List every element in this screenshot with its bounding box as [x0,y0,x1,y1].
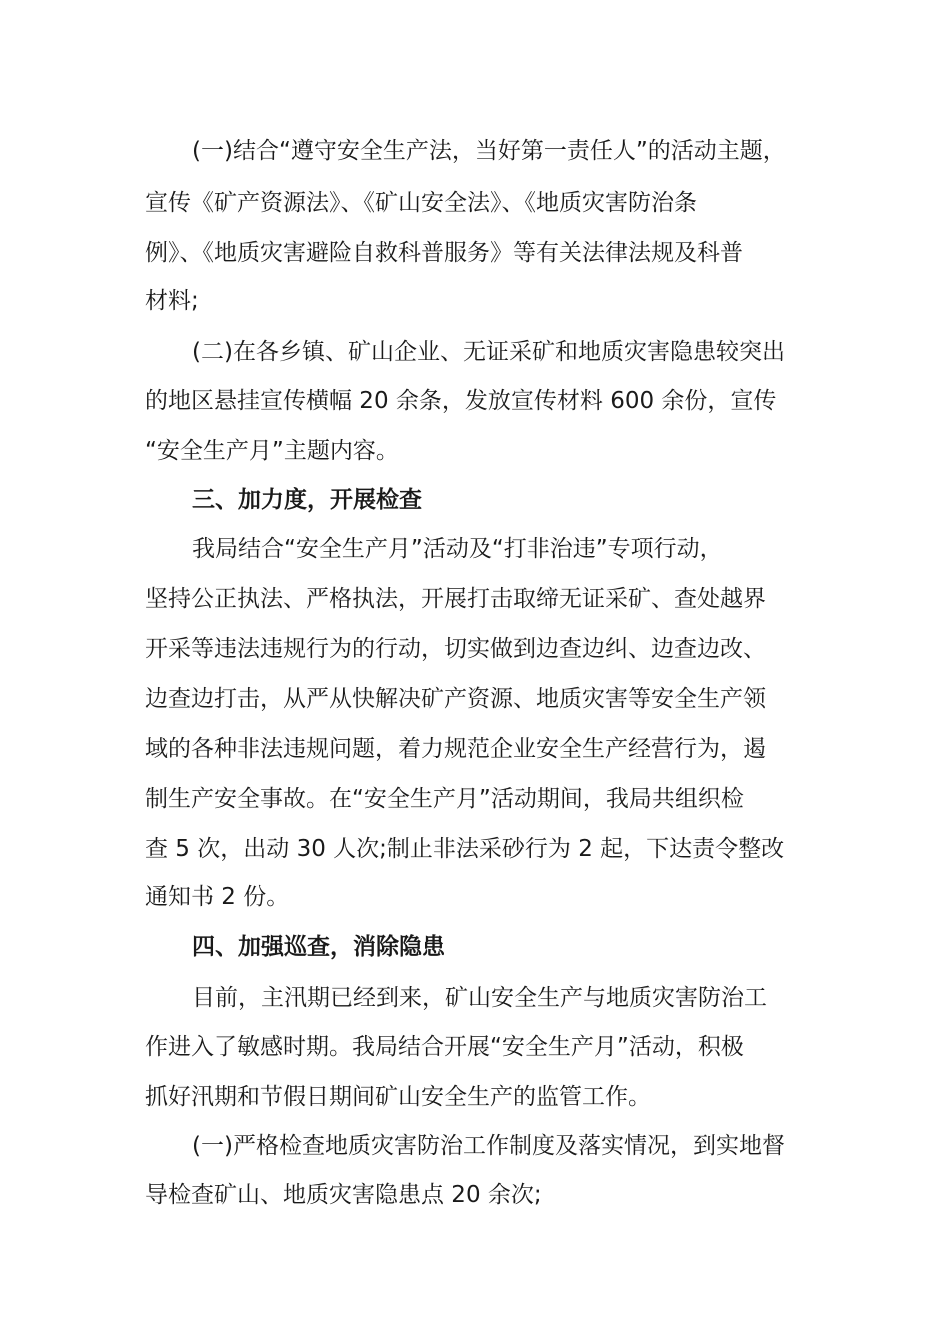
paragraph-4-line-2: 作进入了敏感时期。我局结合开展“安全生产月”活动，积极 [145,1034,744,1060]
paragraph-3-line-7: 查 5 次，出动 30 人次;制止非法采砂行为 2 起，下达责令整改 [145,836,785,862]
paragraph-5-line-1: (一)严格检查地质灾害防治工作制度及落实情况，到实地督 [192,1133,785,1159]
paragraph-3-line-1: 我局结合“安全生产月”活动及“打非治违”专项行动， [192,536,723,562]
paragraph-1-line-3: 例》、《地质灾害避险自救科普服务》等有关法律法规及科普 [145,240,743,266]
paragraph-1-line-1: (一)结合“遵守安全生产法，当好第一责任人”的活动主题， [192,138,786,164]
paragraph-2-line-2: 的地区悬挂宣传横幅 20 余条，发放宣传材料 600 余份，宣传 [145,388,777,414]
paragraph-3-line-8: 通知书 2 份。 [145,884,290,910]
section-heading-4: 四、加强巡查，消除隐患 [192,934,445,960]
section-heading-3: 三、加力度，开展检查 [192,487,422,513]
paragraph-3-line-4: 边查边打击，从严从快解决矿产资源、地质灾害等安全生产领 [145,686,766,712]
paragraph-1-line-4: 材料; [145,288,199,314]
paragraph-3-line-3: 开采等违法违规行为的行动，切实做到边查边纠、边查边改、 [145,636,766,662]
paragraph-2-line-3: “安全生产月”主题内容。 [145,438,399,464]
paragraph-3-line-6: 制生产安全事故。在“安全生产月”活动期间，我局共组织检 [145,786,744,812]
paragraph-4-line-1: 目前，主汛期已经到来，矿山安全生产与地质灾害防治工 [192,985,767,1011]
paragraph-4-line-3: 抓好汛期和节假日期间矿山安全生产的监管工作。 [145,1084,651,1110]
paragraph-3-line-2: 坚持公正执法、严格执法，开展打击取缔无证采矿、查处越界 [145,586,766,612]
paragraph-1-line-2: 宣传《矿产资源法》、《矿山安全法》、《地质灾害防治条 [145,190,697,216]
paragraph-2-line-1: (二)在各乡镇、矿山企业、无证采矿和地质灾害隐患较突出 [192,339,785,365]
paragraph-3-line-5: 域的各种非法违规问题，着力规范企业安全生产经营行为，遏 [145,736,766,762]
paragraph-5-line-2: 导检查矿山、地质灾害隐患点 20 余次; [145,1182,542,1208]
